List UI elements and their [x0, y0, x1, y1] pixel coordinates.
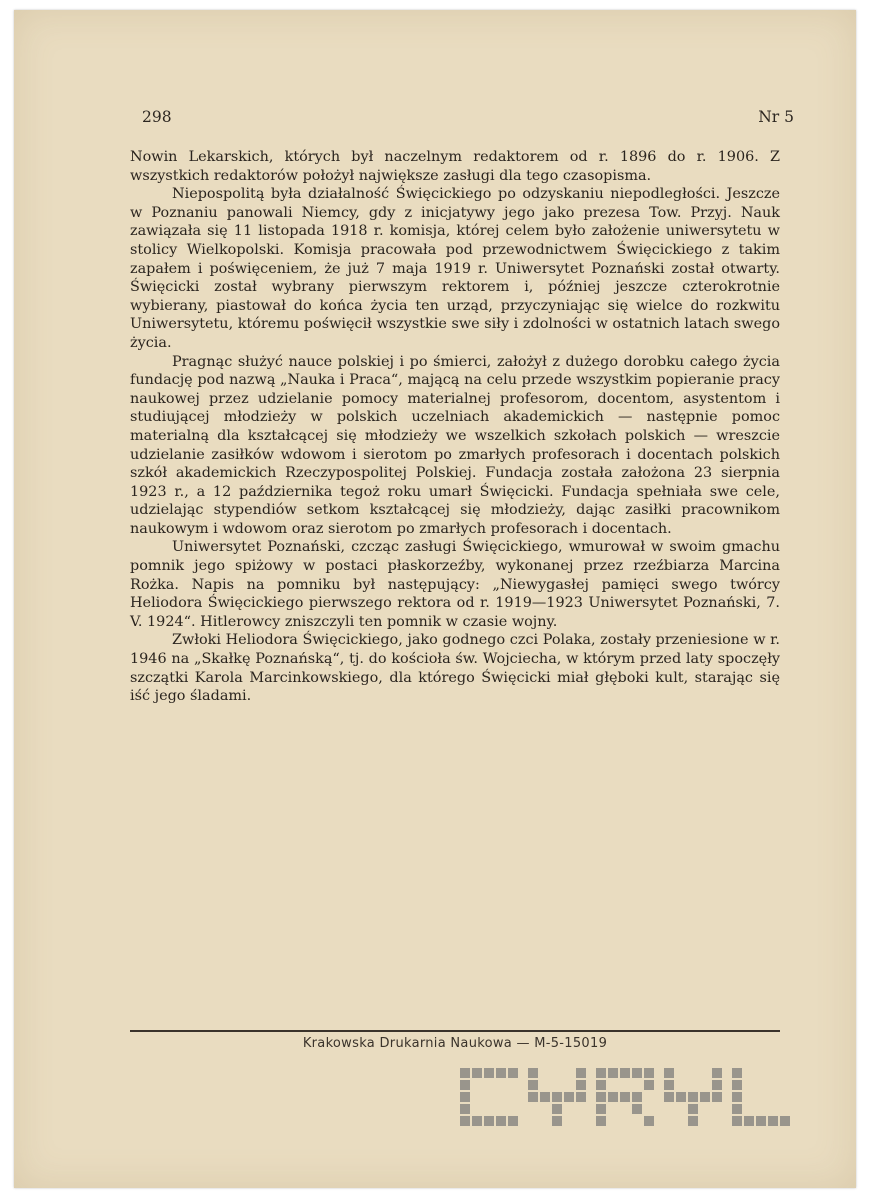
paragraph: Uniwersytet Poznański, czcząc zasługi Święcickiego, wmurował w swoim gmachu pomnik jego spiżowy w postaci płaskorzeźby, wykonanej przez rzeźbiarza Marcina Rożka. Napis na pomniku był następujący: „Niewygasłej pamięci swego twórcy Heliodora Święcickiego pierwszego rektora od r. 1919—1923 Uniwersytet Poznański, 7. V. 1924“. Hitlerowcy zniszczyli ten pomnik w czasie wojny. [130, 539, 780, 630]
issue-number: Nr 5 [758, 108, 794, 126]
paragraph: Pragnąc służyć nauce polskiej i po śmierci, założył z dużego dorobku całego życia fundację pod nazwą „Nauka i Praca“, mającą na celu przede wszystkim popieranie pracy naukowej przez udzielanie pomocy materialnej profesorom, docentom, asystentom i studiującej młodzieży w polskich uczelniach akademickich — następnie pomoc materialną dla kształcącej się młodzieży we wszelkich szkołach polskich — wreszcie udzielanie zasiłków wdowom i sierotom po zmarłych profesorach i docentach polskich szkół akademickich Rzeczypospolitej Polskiej. Fundacja została założona 23 sierpnia 1923 r., a 12 października tegoż roku umarł Święcicki. Fundacja spełniała swe cele, udzielając stypendiów setkom kształcącej się młodzieży, dając zasiłki pracownikom naukowym i wdowom oraz sierotom po zmarłych profesorach i docentach. [130, 353, 780, 537]
cyryl-watermark-logo [460, 1068, 800, 1130]
page-header [142, 108, 794, 126]
paragraph: Nowin Lekarskich, których był naczelnym redaktorem od r. 1896 do r. 1906. Z wszystkich redaktorów położył największe zasługi dla tego czasopisma. [130, 149, 780, 184]
article-body [130, 148, 780, 706]
footer-rule [130, 1030, 780, 1032]
page-number: 298 [142, 108, 172, 126]
printer-imprint: Krakowska Drukarnia Naukowa — M-5-15019 [302, 1036, 608, 1051]
paragraph: Niepospolitą była działalność Święcickiego po odzyskaniu niepodległości. Jeszcze w Poznaniu panowali Niemcy, gdy z inicjatywy jego jako prezesa Tow. Przyj. Nauk zawiązała się 11 listopada 1918 r. komisja, której celem było założenie uniwersytetu w stolicy Wielkopolski. Komisja pracowała pod przewodnictwem Święcickiego z takim zapałem i poświęceniem, że już 7 maja 1919 r. Uniwersytet Poznański został otwarty. Święcicki został wybrany pierwszym rektorem i, później jeszcze czterokrotnie wybierany, piastował do końca życia ten urząd, przyczyniając się wielce do rozkwitu Uniwersytetu, któremu poświęcił wszystkie swe siły i zdolności w ostatnich latach swego życia. [130, 186, 780, 351]
paragraph: Zwłoki Heliodora Święcickiego, jako godnego czci Polaka, zostały przeniesione w r. 1946 na „Skałkę Poznańską“, tj. do kościoła św. Wojciecha, w którym przed laty spoczęły szczątki Karola Marcinkowskiego, dla którego Święcicki miał głęboki kult, starając się iść jego śladami. [130, 632, 780, 705]
